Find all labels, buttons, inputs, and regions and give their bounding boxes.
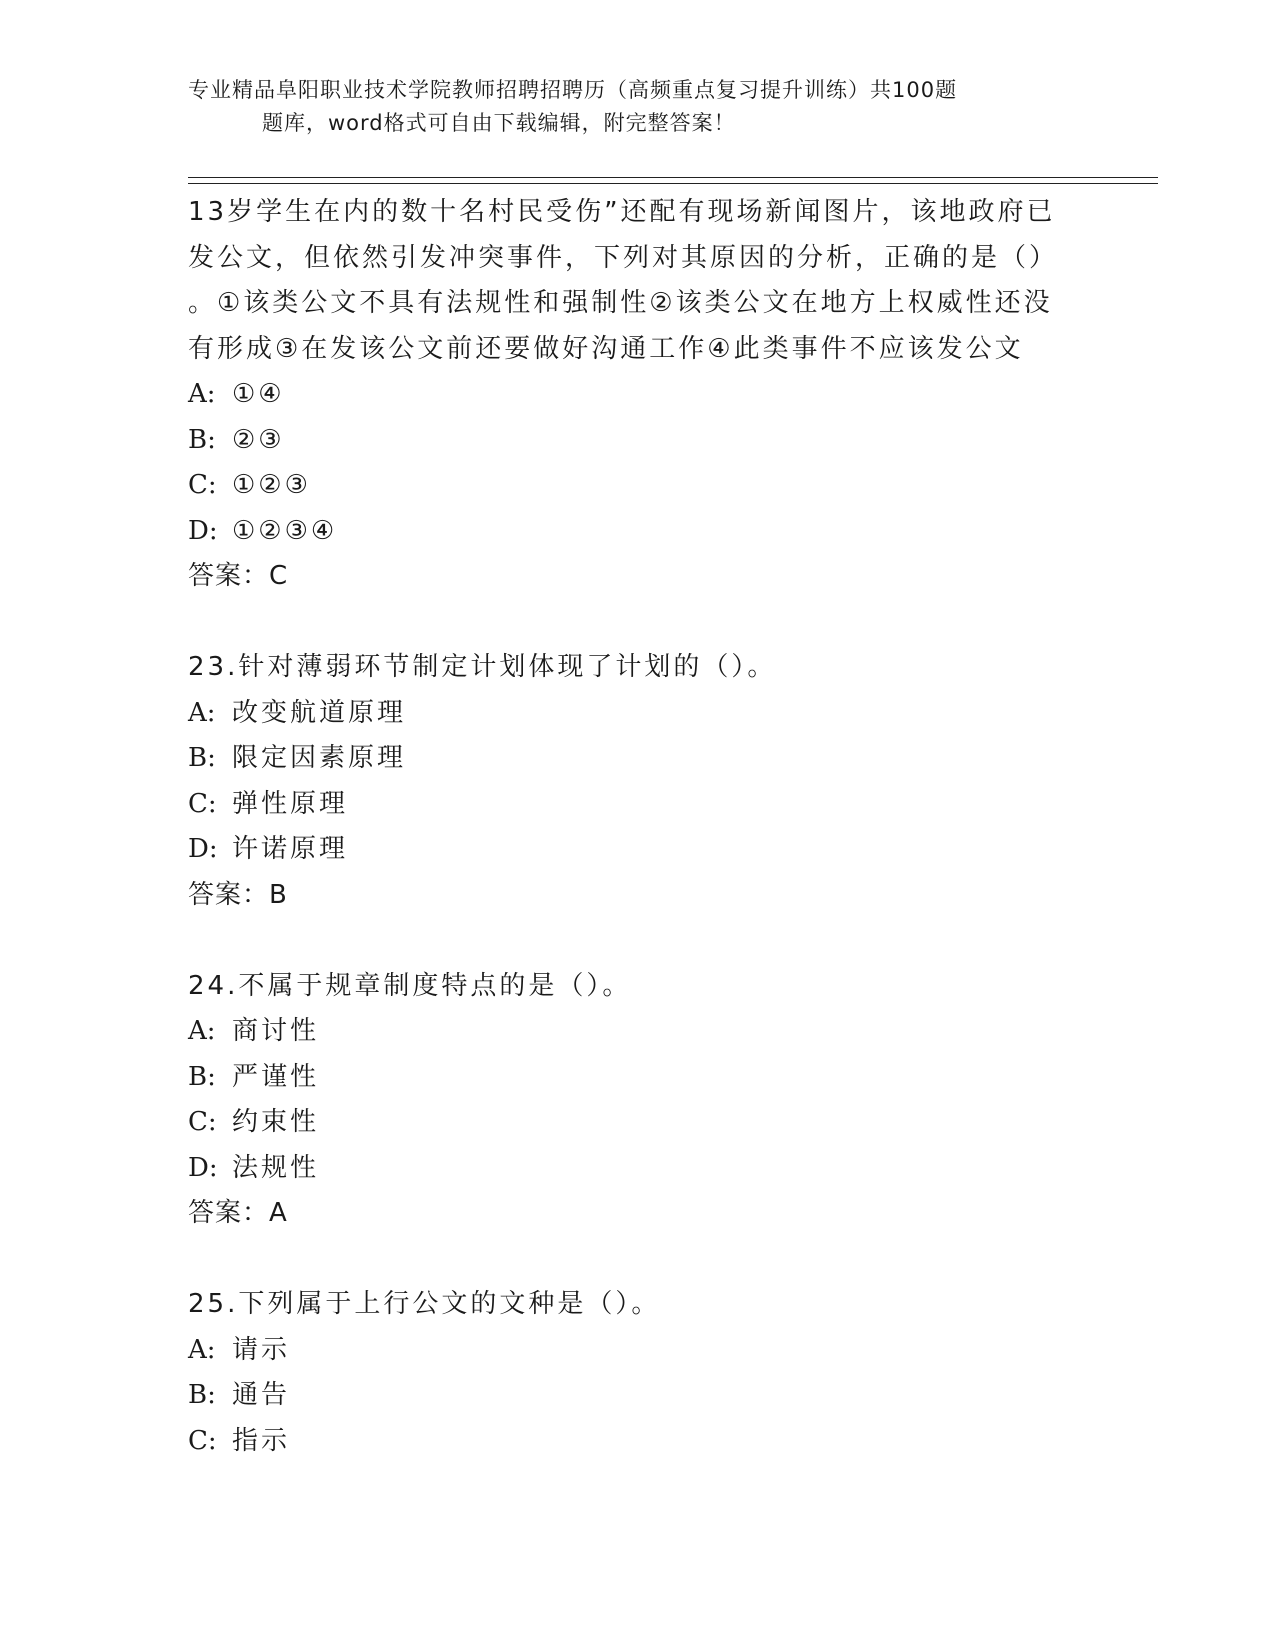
option-a — [188, 372, 1088, 418]
spacer — [188, 918, 1088, 964]
option-c — [188, 463, 1088, 509]
option-text: ②③ — [232, 424, 285, 455]
option-label: A: — [188, 379, 216, 409]
question-stem-line: 24.不属于规章制度特点的是（）。 — [188, 970, 632, 1001]
answer-line: 答案：C — [188, 561, 289, 591]
question-list — [188, 190, 1088, 1464]
option-label: D: — [188, 1152, 218, 1183]
option-a — [188, 1009, 1088, 1055]
option-label: A: — [188, 697, 216, 728]
question-stem-line: 有形成③在发该公文前还要做好沟通工作④此类事件不应该发公文 — [188, 333, 1024, 364]
question-24 — [188, 964, 1088, 1237]
option-text: 限定因素原理 — [232, 743, 407, 773]
question-stem-line: 。①该类公文不具有法规性和强制性②该类公文在地方上权威性还没 — [188, 288, 1053, 318]
option-text: 弹性原理 — [232, 788, 349, 819]
option-text: 商讨性 — [232, 1016, 320, 1046]
option-d — [188, 827, 1088, 873]
option-a — [188, 691, 1088, 737]
option-text: 严谨性 — [232, 1061, 320, 1092]
question-stem-line: 23.针对薄弱环节制定计划体现了计划的（）。 — [188, 652, 777, 682]
question-25 — [188, 1282, 1088, 1464]
question-23 — [188, 645, 1088, 918]
option-text: ①②③④ — [232, 515, 338, 546]
option-label: D: — [188, 515, 218, 546]
option-c — [188, 1419, 1088, 1465]
spacer — [188, 1237, 1088, 1283]
option-c — [188, 1100, 1088, 1146]
question-stem-line: 发公文，但依然引发冲突事件，下列对其原因的分析，正确的是（） — [188, 242, 1059, 273]
option-text: ①④ — [232, 379, 285, 409]
option-label: A: — [188, 1334, 216, 1365]
option-d — [188, 1146, 1088, 1192]
option-d — [188, 509, 1088, 555]
answer-line: 答案：A — [188, 1198, 288, 1228]
option-text: 许诺原理 — [232, 834, 349, 864]
question-stem — [188, 1282, 1088, 1328]
option-label: C: — [188, 788, 217, 819]
option-b — [188, 1373, 1088, 1419]
option-label: B: — [188, 424, 216, 455]
option-label: C: — [188, 470, 217, 500]
option-label: B: — [188, 1380, 216, 1410]
option-text: 通告 — [232, 1380, 291, 1410]
answer-line: 答案：B — [188, 879, 288, 910]
option-c — [188, 782, 1088, 828]
option-label: A: — [188, 1016, 216, 1046]
option-label: D: — [188, 834, 218, 864]
question-stem-line: 25.下列属于上行公文的文种是（）。 — [188, 1289, 661, 1319]
question-stem-line: 13岁学生在内的数十名村民受伤”还配有现场新闻图片，该地政府已 — [188, 197, 1056, 227]
question-stem — [188, 190, 1088, 372]
option-label: B: — [188, 743, 216, 773]
option-label: C: — [188, 1425, 217, 1456]
option-b — [188, 418, 1088, 464]
question-stem — [188, 964, 1088, 1010]
header-divider-top — [188, 177, 1158, 178]
question-13-continued — [188, 190, 1088, 600]
option-text: 请示 — [232, 1334, 291, 1365]
option-b — [188, 1055, 1088, 1101]
option-label: B: — [188, 1061, 216, 1092]
option-text: 约束性 — [232, 1107, 320, 1137]
option-a — [188, 1328, 1088, 1374]
header-title-line-1: 专业精品阜阳职业技术学院教师招聘招聘历（高频重点复习提升训练）共100题 — [188, 78, 958, 102]
option-label: C: — [188, 1107, 217, 1137]
option-text: 指示 — [232, 1425, 291, 1456]
option-text: ①②③ — [232, 470, 311, 500]
option-b — [188, 736, 1088, 782]
option-text: 改变航道原理 — [232, 697, 407, 728]
header-divider-bottom — [188, 183, 1158, 184]
document-header — [188, 74, 1068, 140]
question-stem — [188, 645, 1088, 691]
option-text: 法规性 — [232, 1152, 320, 1183]
spacer — [188, 600, 1088, 646]
header-title-line-2: 题库，word格式可自由下载编辑，附完整答案！ — [262, 111, 736, 135]
